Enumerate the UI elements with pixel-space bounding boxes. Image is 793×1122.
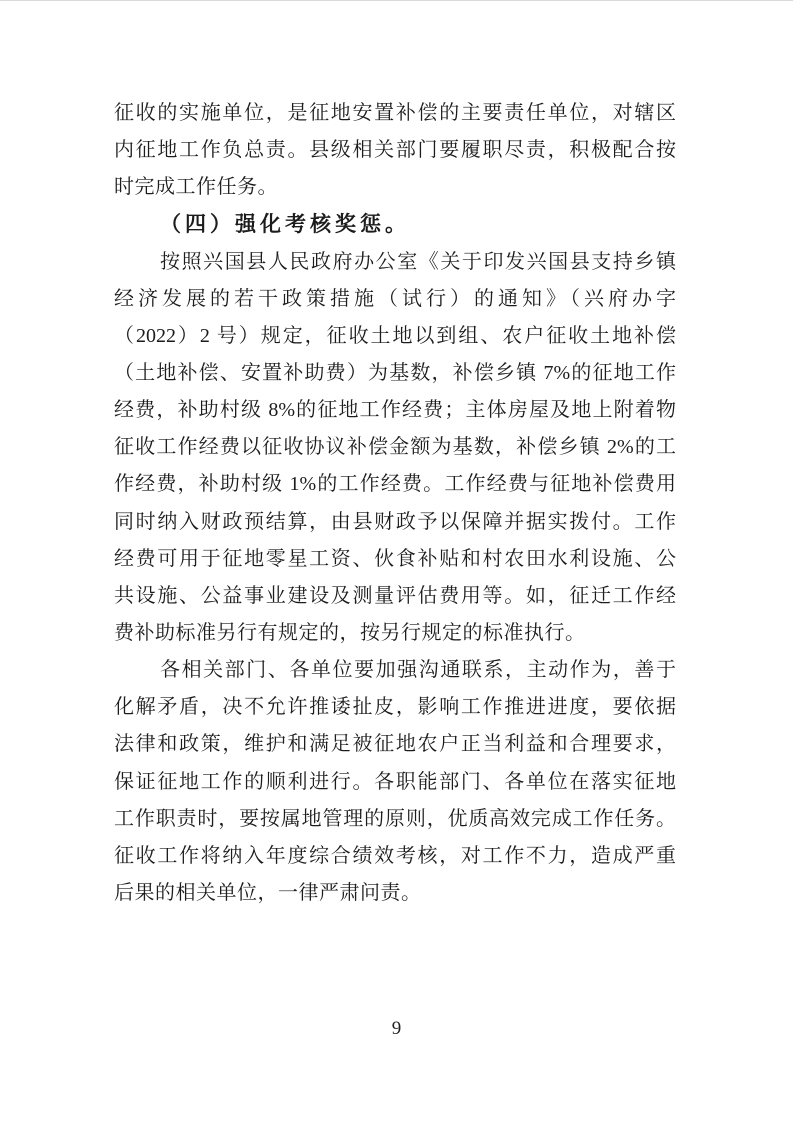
text-line: 经费，补助村级 8%的征地工作经费；主体房屋及地上附着物 [114, 399, 676, 422]
text-line: 共设施、公益事业建设及测量评估费用等。如，征迁工作经 [114, 584, 676, 607]
text-line: （2022）2 号）规定，征收土地以到组、农户征收土地补偿 [114, 324, 676, 347]
text-line: 化解矛盾，决不允许推诿扯皮，影响工作推进进度，要依据 [114, 696, 676, 719]
text-line: 经济发展的若干政策措施（试行）的通知》（兴府办字 [114, 287, 676, 310]
text-line: 后果的相关单位，一律严肃问责。 [114, 881, 422, 904]
text-line: 时完成工作任务。 [114, 176, 278, 199]
text-line: 作经费，补助村级 1%的工作经费。工作经费与征地补偿费用 [114, 473, 676, 496]
text-line: （土地补偿、安置补助费）为基数，补偿乡镇 7%的征地工作 [114, 361, 676, 384]
text-line: 费补助标准另行有规定的，按另行规定的标准执行。 [114, 621, 586, 644]
text-line: 经费可用于征地零星工资、伙食补贴和村农田水利设施、公 [114, 547, 676, 570]
page-number: 9 [391, 1018, 402, 1039]
text-line: 保证征地工作的顺利进行。各职能部门、各单位在落实征地 [114, 770, 676, 793]
text-line: 征收工作经费以征收协议补偿金额为基数，补偿乡镇 2%的工 [114, 436, 676, 459]
text-line: 法律和政策，维护和满足被征地农户正当利益和合理要求， [114, 733, 676, 756]
text-line: 内征地工作负总责。县级相关部门要履职尽责，积极配合按 [114, 139, 676, 162]
text-line: 工作职责时，要按属地管理的原则，优质高效完成工作任务。 [114, 807, 676, 830]
text-block [114, 95, 676, 912]
text-line: 各相关部门、各单位要加强沟通联系，主动作为，善于 [160, 659, 676, 682]
text-line: 同时纳入财政预结算，由县财政予以保障并据实拨付。工作 [114, 510, 676, 533]
text-line: 征收的实施单位，是征地安置补偿的主要责任单位，对辖区 [114, 102, 676, 124]
text-line: 征收工作将纳入年度综合绩效考核，对工作不力，造成严重 [114, 844, 676, 867]
section-heading: （四）强化考核奖惩。 [160, 213, 410, 237]
text-line: 按照兴国县人民政府办公室《关于印发兴国县支持乡镇 [160, 250, 676, 273]
